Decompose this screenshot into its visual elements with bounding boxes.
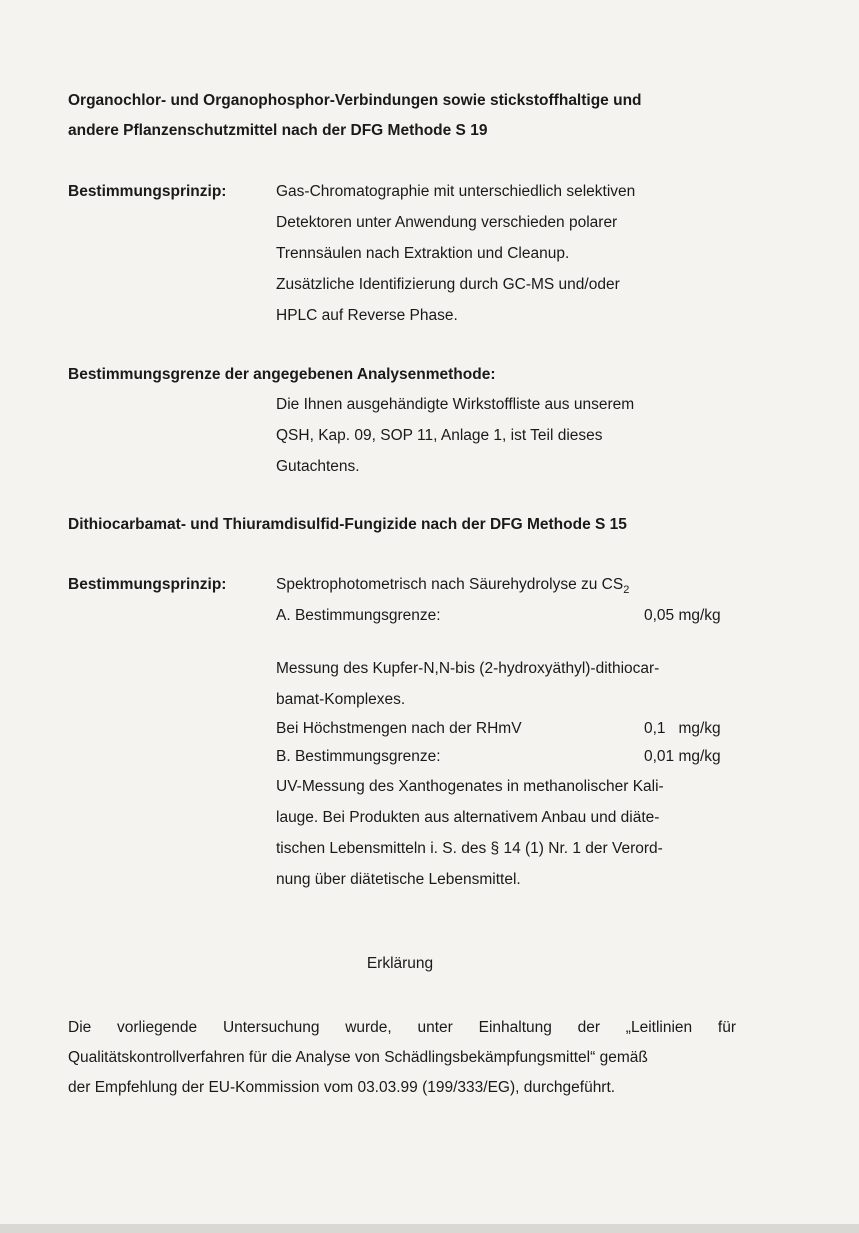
method-b-line: nung über diätetische Lebensmittel.	[276, 871, 521, 888]
limit-line: Die Ihnen ausgehändigte Wirkstoffliste aus unserem	[276, 396, 635, 413]
limit-a-value: 0,05 mg/kg	[644, 607, 721, 624]
principle-text: Spektrophotometrisch nach Säurehydrolyse zu CS	[276, 576, 624, 593]
method-b-line: lauge. Bei Produkten aus alternativem Anbau und diäte-	[276, 809, 660, 826]
section2-principle-text	[276, 569, 736, 895]
limit-a-row	[276, 600, 736, 631]
section2-heading: Dithiocarbamat- und Thiuramdisulfid-Fungizide nach der DFG Methode S 15	[68, 516, 627, 533]
principle-line: Trennsäulen nach Extraktion und Cleanup.	[276, 245, 570, 262]
declaration-line: Qualitätskontrollverfahren für die Analyse von Schädlingsbekämpfungsmittel“ gemäß	[68, 1049, 648, 1066]
limit-b-row	[276, 743, 736, 771]
principle-line: HPLC auf Reverse Phase.	[276, 307, 458, 324]
section1-principle-text	[276, 176, 736, 331]
principle-line: Gas-Chromatographie mit unterschiedlich selektiven	[276, 183, 636, 200]
section1-heading-line1: Organochlor- und Organophosphor-Verbindungen sowie stickstoffhaltige und	[68, 92, 642, 109]
limit-line: QSH, Kap. 09, SOP 11, Anlage 1, ist Teil dieses	[276, 427, 603, 444]
section1-limit-heading: Bestimmungsgrenze der angegebenen Analysenmethode:	[68, 366, 496, 383]
method-a-line: Messung des Kupfer-N,N-bis (2-hydroxyäthyl)-dithiocar-	[276, 660, 660, 677]
rhmv-label: Bei Höchstmengen nach der RHmV	[276, 720, 522, 737]
limit-a-label: A. Bestimmungsgrenze:	[276, 607, 441, 624]
section1-principle-label: Bestimmungsprinzip:	[68, 183, 227, 200]
limit-b-value: 0,01 mg/kg	[644, 748, 721, 765]
section1-heading-line2: andere Pflanzenschutzmittel nach der DFG Methode S 19	[68, 122, 488, 139]
limit-b-label: B. Bestimmungsgrenze:	[276, 748, 441, 765]
method-b-line: UV-Messung des Xanthogenates in methanolischer Kali-	[276, 778, 664, 795]
declaration-text	[68, 1013, 736, 1103]
scan-edge	[0, 1224, 859, 1233]
principle-line: Zusätzliche Identifizierung durch GC-MS und/oder	[276, 276, 620, 293]
rhmv-value: 0,1 mg/kg	[644, 720, 721, 737]
limit-line: Gutachtens.	[276, 458, 360, 475]
rhmv-row	[276, 715, 736, 743]
principle-line: Detektoren unter Anwendung verschieden polarer	[276, 214, 618, 231]
method-a-line: bamat-Komplexes.	[276, 691, 406, 708]
declaration-line: der Empfehlung der EU-Kommission vom 03.03.99 (199/333/EG), durchgeführt.	[68, 1079, 616, 1096]
declaration-line: Die vorliegende Untersuchung wurde, unter Einhaltung der „Leitlinien für	[68, 1019, 736, 1036]
section2-principle-label: Bestimmungsprinzip:	[68, 576, 227, 593]
principle-subscript: 2	[623, 584, 630, 597]
method-b-line: tischen Lebensmitteln i. S. des § 14 (1) Nr. 1 der Verord-	[276, 840, 663, 857]
declaration-title: Erklärung	[366, 955, 434, 972]
section1-heading	[68, 86, 768, 146]
section1-limit-text	[276, 389, 736, 482]
